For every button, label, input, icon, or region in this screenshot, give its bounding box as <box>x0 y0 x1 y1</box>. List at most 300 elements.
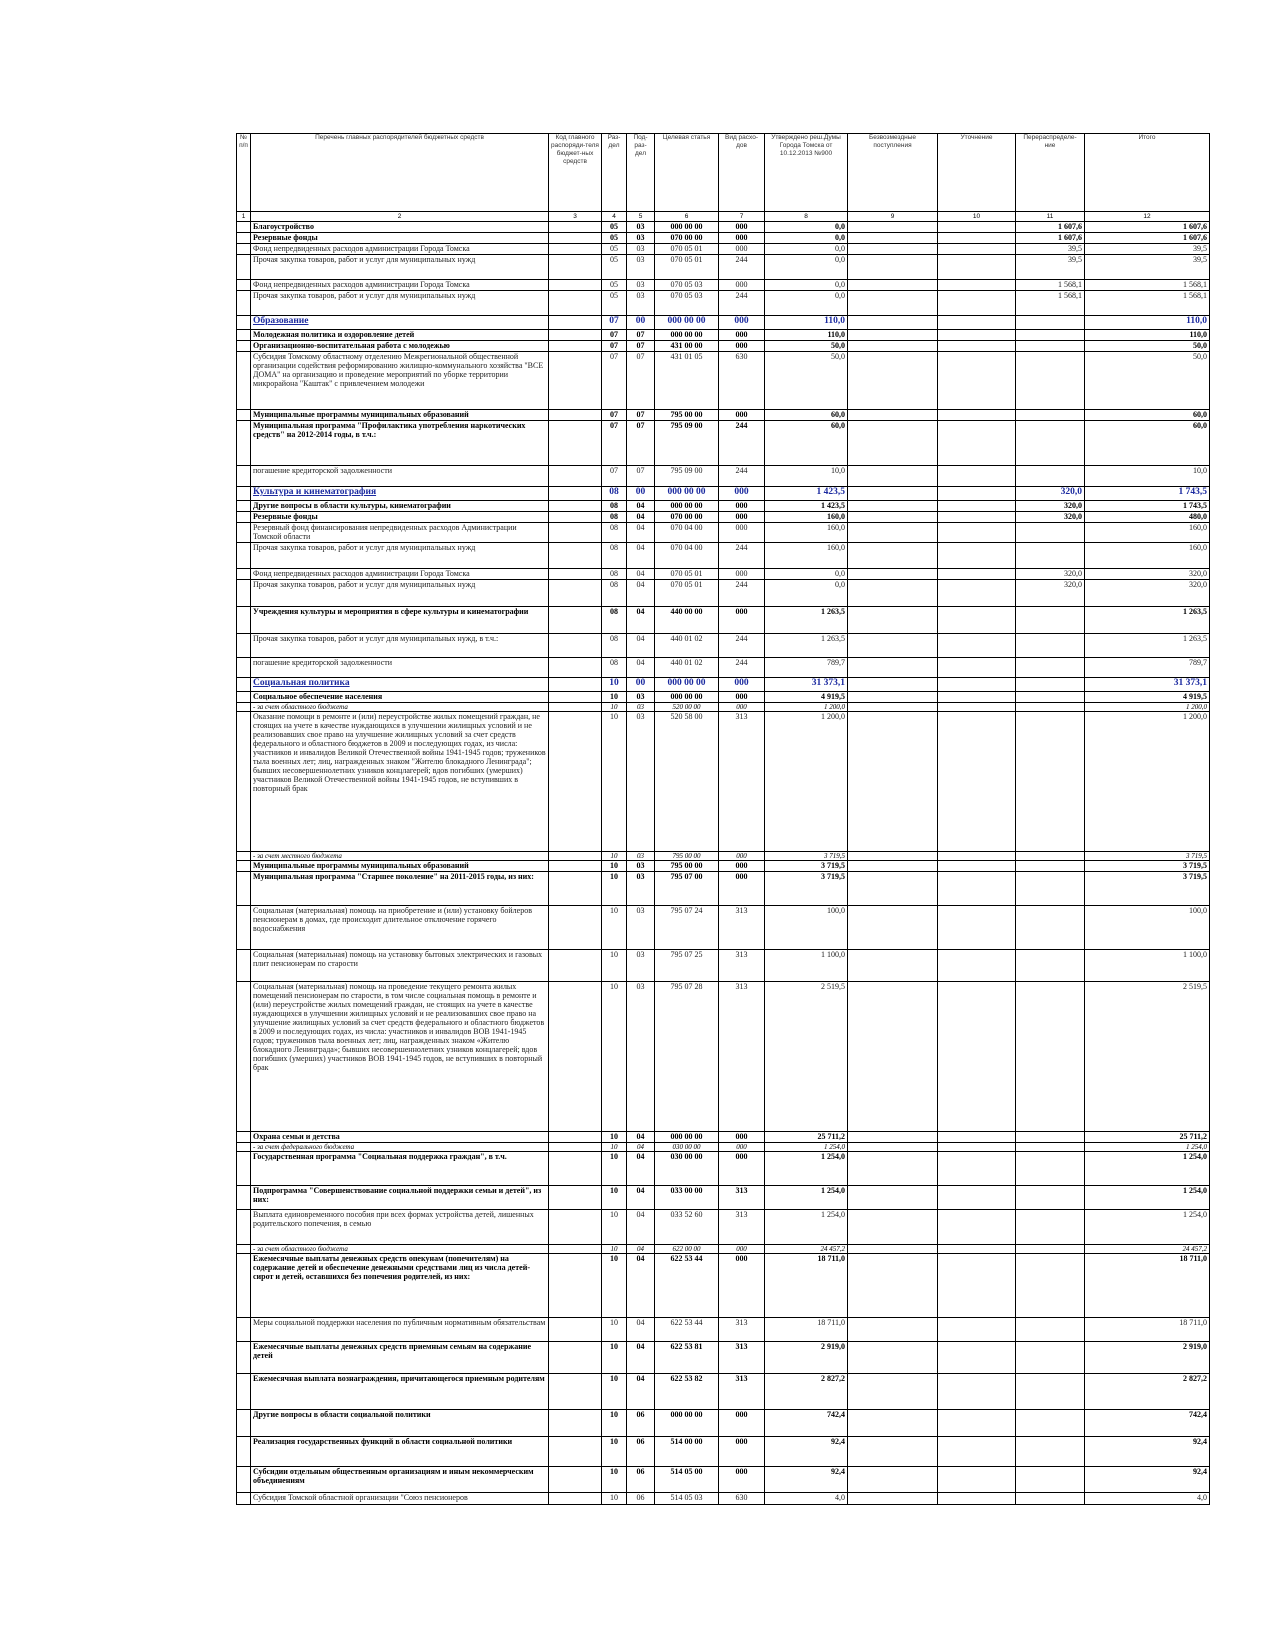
cell-code <box>549 501 602 512</box>
cell-section: 10 <box>602 1437 627 1467</box>
cell-name: Социальная (материальная) помощь на приобретение и (или) установку бойлеров пенсионерам в домах, где происходит длительное отключение горячего водоснабжения <box>251 906 549 950</box>
cell-index <box>237 280 251 291</box>
cell-subsection: 04 <box>627 543 655 569</box>
cell-code <box>549 523 602 543</box>
cell-subsection: 06 <box>627 1467 655 1493</box>
table-row <box>237 658 1210 678</box>
header-name: Перечень главных распорядителей бюджетных средств <box>251 134 549 212</box>
cell-subsection: 04 <box>627 1318 655 1342</box>
cell-expense-type: 630 <box>719 1493 765 1505</box>
cell-code <box>549 1410 602 1437</box>
cell-total: 1 200,0 <box>1085 703 1210 712</box>
cell-expense-type: 000 <box>719 861 765 872</box>
cell-approved: 0,0 <box>765 244 848 255</box>
cell-clarification <box>938 1210 1016 1245</box>
cell-total: 1 254,0 <box>1085 1143 1210 1152</box>
cell-approved: 50,0 <box>765 341 848 352</box>
cell-name: Подпрограмма "Совершенствование социальной поддержки семьи и детей", из них: <box>251 1186 549 1210</box>
cell-target-item: 795 07 00 <box>655 872 719 906</box>
cell-section: 07 <box>602 466 627 487</box>
cell-total: 1 100,0 <box>1085 950 1210 982</box>
cell-subsection: 04 <box>627 1143 655 1152</box>
cell-approved: 18 711,0 <box>765 1318 848 1342</box>
cell-clarification <box>938 1467 1016 1493</box>
cell-clarification <box>938 1410 1016 1437</box>
cell-index <box>237 543 251 569</box>
cell-redistribution: 1 568,1 <box>1016 280 1085 291</box>
cell-total: 1 200,0 <box>1085 712 1210 852</box>
cell-code <box>549 291 602 316</box>
cell-redistribution <box>1016 712 1085 852</box>
cell-name: Государственная программа "Социальная поддержка граждан", в т.ч. <box>251 1152 549 1186</box>
cell-target-item: 622 00 00 <box>655 1245 719 1254</box>
cell-clarification <box>938 222 1016 233</box>
cell-total: 50,0 <box>1085 341 1210 352</box>
cell-approved: 31 373,1 <box>765 678 848 692</box>
cell-section: 07 <box>602 410 627 421</box>
cell-gratuitous <box>848 678 938 692</box>
cell-total: 92,4 <box>1085 1467 1210 1493</box>
cell-name: Ежемесячная выплата вознаграждения, причитающегося приемным родителям <box>251 1374 549 1410</box>
cell-total: 31 373,1 <box>1085 678 1210 692</box>
cell-target-item: 795 07 24 <box>655 906 719 950</box>
cell-approved: 1 200,0 <box>765 712 848 852</box>
cell-index <box>237 1143 251 1152</box>
cell-redistribution: 320,0 <box>1016 580 1085 607</box>
cell-code <box>549 950 602 982</box>
cell-code <box>549 222 602 233</box>
cell-code <box>549 1437 602 1467</box>
table-row <box>237 580 1210 607</box>
cell-gratuitous <box>848 1374 938 1410</box>
cell-expense-type: 000 <box>719 280 765 291</box>
cell-index <box>237 1342 251 1374</box>
cell-code <box>549 569 602 580</box>
cell-index <box>237 291 251 316</box>
cell-index <box>237 222 251 233</box>
header-clarification: Уточнение <box>938 134 1016 212</box>
cell-redistribution <box>1016 1467 1085 1493</box>
cell-target-item: 070 05 01 <box>655 569 719 580</box>
cell-code <box>549 1210 602 1245</box>
cell-total: 92,4 <box>1085 1437 1210 1467</box>
cell-clarification <box>938 861 1016 872</box>
cell-total: 60,0 <box>1085 421 1210 466</box>
table-row <box>237 410 1210 421</box>
cell-approved: 4 919,5 <box>765 692 848 703</box>
cell-index <box>237 352 251 410</box>
cell-code <box>549 872 602 906</box>
cell-target-item: 070 05 01 <box>655 244 719 255</box>
table-row <box>237 255 1210 280</box>
cell-name: - за счет областного бюджета <box>251 1245 549 1254</box>
cell-name: Организационно-воспитательная работа с молодежью <box>251 341 549 352</box>
cell-approved: 2 919,0 <box>765 1342 848 1374</box>
cell-approved: 160,0 <box>765 543 848 569</box>
cell-total: 1 743,5 <box>1085 487 1210 501</box>
cell-index <box>237 487 251 501</box>
cell-name: Субсидии отдельным общественным организациям и иным некоммерческим объединениям <box>251 1467 549 1493</box>
table-row <box>237 222 1210 233</box>
cell-approved: 60,0 <box>765 410 848 421</box>
cell-section: 10 <box>602 861 627 872</box>
cell-name: - за счет местного бюджета <box>251 852 549 861</box>
cell-gratuitous <box>848 487 938 501</box>
cell-code <box>549 233 602 244</box>
cell-subsection: 03 <box>627 906 655 950</box>
cell-index <box>237 421 251 466</box>
cell-code <box>549 512 602 523</box>
cell-gratuitous <box>848 580 938 607</box>
cell-code <box>549 341 602 352</box>
cell-gratuitous <box>848 233 938 244</box>
cell-name: Резервные фонды <box>251 233 549 244</box>
cell-redistribution <box>1016 1342 1085 1374</box>
cell-gratuitous <box>848 466 938 487</box>
cell-target-item: 795 09 00 <box>655 466 719 487</box>
cell-total: 1 254,0 <box>1085 1210 1210 1245</box>
cell-target-item: 000 00 00 <box>655 1410 719 1437</box>
cell-section: 08 <box>602 523 627 543</box>
column-number: 1 <box>237 212 251 222</box>
cell-gratuitous <box>848 1254 938 1318</box>
cell-gratuitous <box>848 1186 938 1210</box>
cell-gratuitous <box>848 861 938 872</box>
cell-gratuitous <box>848 852 938 861</box>
cell-section: 05 <box>602 244 627 255</box>
cell-section: 08 <box>602 658 627 678</box>
cell-subsection: 04 <box>627 634 655 658</box>
cell-total: 1 568,1 <box>1085 280 1210 291</box>
cell-subsection: 03 <box>627 280 655 291</box>
cell-approved: 1 263,5 <box>765 607 848 634</box>
cell-redistribution <box>1016 634 1085 658</box>
cell-name: Прочая закупка товаров, работ и услуг для муниципальных нужд, в т.ч.: <box>251 634 549 658</box>
cell-redistribution <box>1016 466 1085 487</box>
cell-name: - за счет областного бюджета <box>251 703 549 712</box>
cell-approved: 0,0 <box>765 569 848 580</box>
cell-redistribution <box>1016 1210 1085 1245</box>
table-row <box>237 982 1210 1132</box>
cell-code <box>549 1152 602 1186</box>
cell-code <box>549 1467 602 1493</box>
header-gratuitous: Безвозмездные поступления <box>848 134 938 212</box>
cell-clarification <box>938 1254 1016 1318</box>
cell-redistribution: 39,5 <box>1016 244 1085 255</box>
cell-redistribution <box>1016 1132 1085 1143</box>
cell-target-item: 070 05 03 <box>655 291 719 316</box>
cell-total: 320,0 <box>1085 569 1210 580</box>
cell-code <box>549 634 602 658</box>
cell-section: 10 <box>602 678 627 692</box>
cell-subsection: 03 <box>627 233 655 244</box>
cell-code <box>549 906 602 950</box>
cell-target-item: 000 00 00 <box>655 487 719 501</box>
cell-section: 10 <box>602 1210 627 1245</box>
cell-target-item: 000 00 00 <box>655 1132 719 1143</box>
cell-code <box>549 861 602 872</box>
cell-gratuitous <box>848 501 938 512</box>
cell-subsection: 07 <box>627 330 655 341</box>
cell-redistribution <box>1016 1143 1085 1152</box>
table-row <box>237 1132 1210 1143</box>
cell-subsection: 03 <box>627 703 655 712</box>
cell-subsection: 06 <box>627 1493 655 1505</box>
cell-target-item: 795 00 00 <box>655 410 719 421</box>
cell-redistribution <box>1016 692 1085 703</box>
cell-name: погашение кредиторской задолженности <box>251 658 549 678</box>
cell-expense-type: 000 <box>719 316 765 330</box>
cell-index <box>237 341 251 352</box>
cell-approved: 2 519,5 <box>765 982 848 1132</box>
cell-approved: 1 254,0 <box>765 1152 848 1186</box>
cell-redistribution: 320,0 <box>1016 569 1085 580</box>
table-row <box>237 352 1210 410</box>
cell-expense-type: 630 <box>719 352 765 410</box>
cell-subsection: 00 <box>627 678 655 692</box>
cell-redistribution <box>1016 543 1085 569</box>
cell-index <box>237 1132 251 1143</box>
cell-section: 10 <box>602 712 627 852</box>
budget-rows <box>237 222 1210 1505</box>
cell-code <box>549 1254 602 1318</box>
cell-total: 1 607,6 <box>1085 222 1210 233</box>
cell-total: 1 607,6 <box>1085 233 1210 244</box>
cell-gratuitous <box>848 316 938 330</box>
cell-gratuitous <box>848 222 938 233</box>
cell-redistribution <box>1016 1437 1085 1467</box>
cell-target-item: 520 00 00 <box>655 703 719 712</box>
cell-redistribution <box>1016 1493 1085 1505</box>
cell-gratuitous <box>848 982 938 1132</box>
cell-total: 24 457,2 <box>1085 1245 1210 1254</box>
cell-approved: 10,0 <box>765 466 848 487</box>
cell-index <box>237 569 251 580</box>
cell-section: 10 <box>602 1410 627 1437</box>
cell-clarification <box>938 1374 1016 1410</box>
header-subsection: Под-раз-дел <box>627 134 655 212</box>
cell-redistribution <box>1016 658 1085 678</box>
cell-code <box>549 316 602 330</box>
cell-expense-type: 000 <box>719 1467 765 1493</box>
cell-section: 10 <box>602 1152 627 1186</box>
cell-total: 742,4 <box>1085 1410 1210 1437</box>
cell-section: 05 <box>602 222 627 233</box>
table-row <box>237 678 1210 692</box>
cell-subsection: 04 <box>627 1254 655 1318</box>
table-row <box>237 1374 1210 1410</box>
cell-approved: 92,4 <box>765 1437 848 1467</box>
table-row <box>237 1467 1210 1493</box>
cell-name: Ежемесячные выплаты денежных средств опекунам (попечителям) на содержание детей и обеспечение денежными средствами лиц из числа детей-сирот и детей, оставшихся без попечения родителей, из них: <box>251 1254 549 1318</box>
cell-gratuitous <box>848 280 938 291</box>
cell-code <box>549 1318 602 1342</box>
cell-subsection: 04 <box>627 1342 655 1374</box>
cell-gratuitous <box>848 950 938 982</box>
column-number: 12 <box>1085 212 1210 222</box>
cell-name: Меры социальной поддержки населения по публичным нормативным обязательствам <box>251 1318 549 1342</box>
cell-target-item: 795 07 25 <box>655 950 719 982</box>
cell-clarification <box>938 501 1016 512</box>
cell-expense-type: 000 <box>719 487 765 501</box>
cell-approved: 1 254,0 <box>765 1186 848 1210</box>
table-row <box>237 1245 1210 1254</box>
column-number: 9 <box>848 212 938 222</box>
cell-name: Резервный фонд финансирования непредвиденных расходов Администрации Томской области <box>251 523 549 543</box>
table-row <box>237 280 1210 291</box>
cell-approved: 0,0 <box>765 222 848 233</box>
cell-index <box>237 1467 251 1493</box>
table-row <box>237 950 1210 982</box>
cell-section: 10 <box>602 1467 627 1493</box>
cell-gratuitous <box>848 255 938 280</box>
cell-section: 08 <box>602 512 627 523</box>
cell-index <box>237 330 251 341</box>
cell-clarification <box>938 607 1016 634</box>
cell-expense-type: 313 <box>719 906 765 950</box>
cell-gratuitous <box>848 1342 938 1374</box>
table-row <box>237 512 1210 523</box>
cell-subsection: 03 <box>627 692 655 703</box>
cell-approved: 0,0 <box>765 291 848 316</box>
cell-name: погашение кредиторской задолженности <box>251 466 549 487</box>
cell-section: 08 <box>602 501 627 512</box>
cell-index <box>237 982 251 1132</box>
cell-clarification <box>938 316 1016 330</box>
cell-approved: 1 423,5 <box>765 501 848 512</box>
cell-expense-type: 313 <box>719 982 765 1132</box>
cell-name: Прочая закупка товаров, работ и услуг для муниципальных нужд <box>251 580 549 607</box>
cell-target-item: 431 01 05 <box>655 352 719 410</box>
cell-subsection: 04 <box>627 607 655 634</box>
cell-clarification <box>938 1342 1016 1374</box>
cell-index <box>237 523 251 543</box>
cell-index <box>237 1245 251 1254</box>
cell-target-item: 070 04 00 <box>655 543 719 569</box>
cell-gratuitous <box>848 712 938 852</box>
cell-section: 10 <box>602 852 627 861</box>
cell-index <box>237 607 251 634</box>
cell-clarification <box>938 255 1016 280</box>
cell-name: Муниципальная программа "Профилактика употребления наркотических средств" на 2012-2014 годы, в т.ч.: <box>251 421 549 466</box>
cell-total: 60,0 <box>1085 410 1210 421</box>
table-row <box>237 487 1210 501</box>
cell-approved: 0,0 <box>765 280 848 291</box>
cell-total: 100,0 <box>1085 906 1210 950</box>
cell-code <box>549 678 602 692</box>
cell-index <box>237 1410 251 1437</box>
cell-total: 160,0 <box>1085 543 1210 569</box>
cell-gratuitous <box>848 1437 938 1467</box>
cell-subsection: 00 <box>627 316 655 330</box>
cell-approved: 0,0 <box>765 255 848 280</box>
cell-gratuitous <box>848 1467 938 1493</box>
cell-name: Другие вопросы в области социальной политики <box>251 1410 549 1437</box>
cell-clarification <box>938 1152 1016 1186</box>
cell-expense-type: 244 <box>719 634 765 658</box>
cell-name: Фонд непредвиденных расходов администрации Города Томска <box>251 280 549 291</box>
cell-expense-type: 000 <box>719 1437 765 1467</box>
cell-target-item: 440 01 02 <box>655 658 719 678</box>
cell-target-item: 000 00 00 <box>655 501 719 512</box>
table-row <box>237 1152 1210 1186</box>
cell-name: Благоустройство <box>251 222 549 233</box>
cell-index <box>237 692 251 703</box>
cell-code <box>549 487 602 501</box>
cell-subsection: 03 <box>627 255 655 280</box>
cell-expense-type: 313 <box>719 1374 765 1410</box>
cell-target-item: 622 53 44 <box>655 1318 719 1342</box>
table-row <box>237 607 1210 634</box>
cell-total: 10,0 <box>1085 466 1210 487</box>
cell-total: 50,0 <box>1085 352 1210 410</box>
cell-subsection: 04 <box>627 580 655 607</box>
cell-expense-type: 000 <box>719 501 765 512</box>
cell-redistribution <box>1016 1245 1085 1254</box>
cell-index <box>237 852 251 861</box>
cell-code <box>549 543 602 569</box>
cell-total: 18 711,0 <box>1085 1254 1210 1318</box>
cell-section: 10 <box>602 1493 627 1505</box>
cell-total: 1 254,0 <box>1085 1152 1210 1186</box>
cell-clarification <box>938 692 1016 703</box>
cell-name: Муниципальная программа "Старшее поколение" на 2011-2015 годы, из них: <box>251 872 549 906</box>
cell-total: 1 254,0 <box>1085 1186 1210 1210</box>
cell-target-item: 070 00 00 <box>655 233 719 244</box>
table-row <box>237 501 1210 512</box>
table-row <box>237 341 1210 352</box>
cell-name: Субсидия Томскому областному отделению Межрегиональной общественной организации содействия реформированию жилищно-коммунального хозяйства "ВСЕ ДОМА" на организацию и проведение мероприятий по уборке территории микрорайона "Каштак" с привлечением молодежи <box>251 352 549 410</box>
cell-code <box>549 352 602 410</box>
cell-clarification <box>938 543 1016 569</box>
cell-redistribution: 39,5 <box>1016 255 1085 280</box>
cell-index <box>237 703 251 712</box>
header-expense-type: Вид расхо-дов <box>719 134 765 212</box>
cell-index <box>237 580 251 607</box>
cell-expense-type: 244 <box>719 466 765 487</box>
cell-expense-type: 244 <box>719 658 765 678</box>
cell-expense-type: 000 <box>719 1143 765 1152</box>
cell-name: Выплата единовременного пособия при всех формах устройства детей, лишенных родительского попечения, в семью <box>251 1210 549 1245</box>
cell-index <box>237 950 251 982</box>
cell-subsection: 04 <box>627 523 655 543</box>
cell-expense-type: 000 <box>719 1245 765 1254</box>
column-number: 3 <box>549 212 602 222</box>
cell-code <box>549 712 602 852</box>
cell-total: 320,0 <box>1085 580 1210 607</box>
cell-target-item: 030 00 00 <box>655 1143 719 1152</box>
column-number-row <box>237 212 1210 222</box>
cell-clarification <box>938 523 1016 543</box>
cell-section: 07 <box>602 341 627 352</box>
cell-target-item: 033 00 00 <box>655 1186 719 1210</box>
cell-index <box>237 512 251 523</box>
cell-redistribution: 320,0 <box>1016 487 1085 501</box>
cell-name: Охрана семьи и детства <box>251 1132 549 1143</box>
table-row <box>237 872 1210 906</box>
cell-clarification <box>938 678 1016 692</box>
cell-total: 39,5 <box>1085 244 1210 255</box>
cell-expense-type: 313 <box>719 1318 765 1342</box>
cell-index <box>237 1493 251 1505</box>
cell-index <box>237 678 251 692</box>
cell-gratuitous <box>848 523 938 543</box>
table-row <box>237 1186 1210 1210</box>
cell-index <box>237 658 251 678</box>
table-row <box>237 692 1210 703</box>
cell-code <box>549 255 602 280</box>
cell-target-item: 514 00 00 <box>655 1437 719 1467</box>
